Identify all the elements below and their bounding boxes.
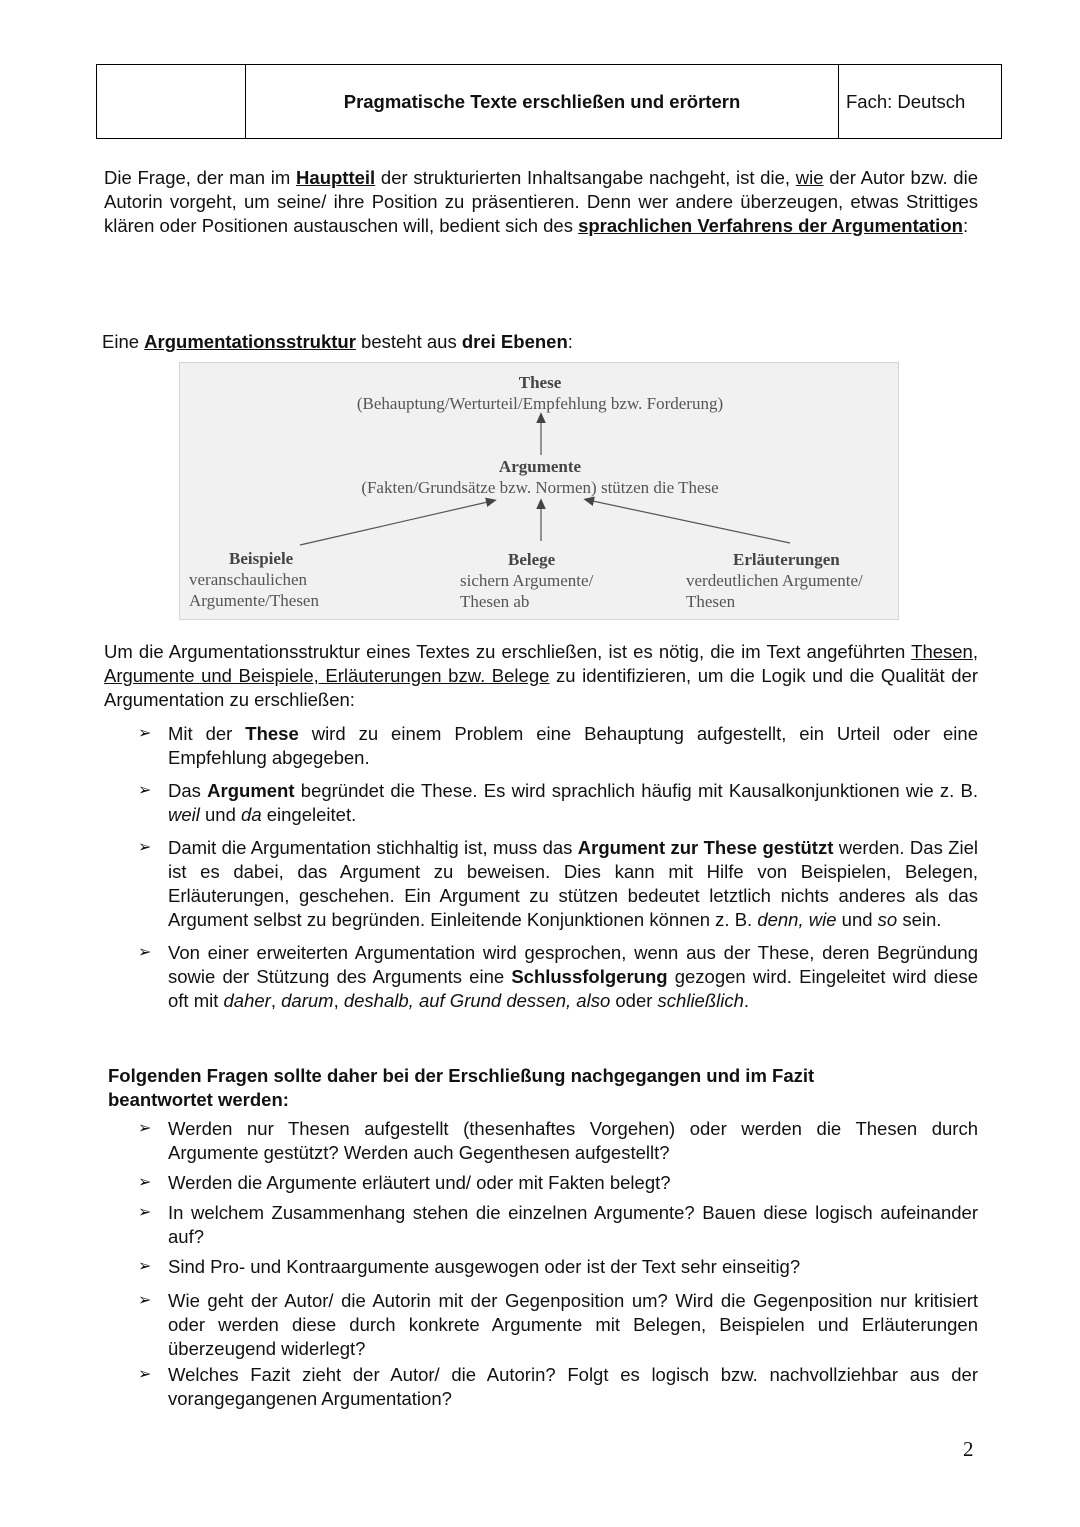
question-item xyxy=(104,1289,978,1361)
argumente-title: Argumente xyxy=(498,457,582,476)
definition-list xyxy=(104,722,978,1013)
belege-line1: sichern Argumente/ xyxy=(460,571,594,590)
bullet-text: werden. Das Ziel ist es dabei, das Argument zu beweisen. Dies kann mit Hilfe von Beispielen, Belegen, Erläuterungen, geschehen. Ein Argument zu stützen bedeutet letztlich nichts anderes als das Argument selbst zu begründen. Einleitende Konjunktionen können z. B. xyxy=(168,837,978,930)
list-item xyxy=(104,722,978,770)
bullet-text: und xyxy=(836,909,878,930)
questions-heading xyxy=(108,1064,908,1112)
bullet-text: wird zu einem Problem eine Behauptung aufgestellt, ein Urteil oder eine Empfehlung abgegeben. xyxy=(168,723,978,768)
beispiele-line1: veranschaulichen xyxy=(189,570,307,589)
bullet-text: oder xyxy=(610,990,658,1011)
bullet-text: sein. xyxy=(897,909,942,930)
intro-text: der Autor bzw. die Autorin vorgeht, um seine/ ihre Position zu präsentieren. Denn wer andere überzeugen, etwas Strittiges klären oder Positionen austauschen will, bedient sich des xyxy=(104,167,978,236)
list-item xyxy=(104,836,978,932)
question-item xyxy=(104,1117,978,1165)
list-item xyxy=(104,779,978,827)
page-number: 2 xyxy=(963,1437,974,1461)
bullet-arrow-icon: ➢ xyxy=(138,782,152,799)
bullet-text: , xyxy=(270,990,282,1011)
question-text: Werden die Argumente erläutert und/ oder mit Fakten belegt? xyxy=(168,1172,671,1193)
intro-text: : xyxy=(962,215,969,236)
intro-text: der strukturierten Inhaltsangabe nachgeht, ist die, xyxy=(375,167,796,188)
bullet-italic: darum xyxy=(281,990,334,1011)
bullet-arrow-icon: ➢ xyxy=(138,944,152,961)
bullet-arrow-icon: ➢ xyxy=(138,1120,152,1137)
bullet-text: eingeleitet. xyxy=(261,804,357,825)
question-text: In welchem Zusammenhang stehen die einzelnen Argumente? Bauen diese logisch aufeinander auf? xyxy=(168,1202,978,1247)
erlaeuterungen-line2: Thesen xyxy=(686,592,736,611)
bullet-text: . xyxy=(743,990,750,1011)
question-item xyxy=(104,1171,978,1195)
bullet-bold: Schlussfolgerung xyxy=(511,966,668,987)
analysis-thesen: Thesen xyxy=(911,641,973,662)
belege-line2: Thesen ab xyxy=(460,592,530,611)
question-text: Wie geht der Autor/ die Autorin mit der Gegenposition um? Wird die Gegenposition nur kritisiert oder werden diese durch konkrete Argumente mit Belegen, Beispielen und Erläuterungen überzeugend widerlegt? xyxy=(168,1290,978,1359)
bullet-italic: da xyxy=(241,804,262,825)
bullet-arrow-icon: ➢ xyxy=(138,1366,152,1383)
bullet-arrow-icon: ➢ xyxy=(138,839,152,856)
beispiele-line2: Argumente/Thesen xyxy=(189,591,319,610)
bullet-text: und xyxy=(199,804,242,825)
intro-wie: wie xyxy=(795,167,824,188)
analysis-text: Um die Argumentationsstruktur eines Textes zu erschließen, ist es nötig, die im Text angeführten xyxy=(104,641,912,662)
argumente-block xyxy=(180,456,900,498)
bullet-italic: weil xyxy=(168,804,200,825)
question-text: Sind Pro- und Kontraargumente ausgewogen oder ist der Text sehr einseitig? xyxy=(168,1256,801,1277)
bullet-arrow-icon: ➢ xyxy=(138,1258,152,1275)
these-block xyxy=(180,372,900,414)
intro-text: Die Frage, der man im xyxy=(104,167,297,188)
bullet-italic: daher xyxy=(223,990,271,1011)
bullet-arrow-icon: ➢ xyxy=(138,1174,152,1191)
questions-list xyxy=(104,1117,978,1411)
beispiele-block xyxy=(189,548,319,611)
analysis-paragraph xyxy=(104,640,978,712)
question-text: Werden nur Thesen aufgestellt (thesenhaftes Vorgehen) oder werden die Thesen durch Argumente gestützt? Werden auch Gegenthesen aufgestellt? xyxy=(168,1118,978,1163)
arrow-beispiele-to-argumente xyxy=(300,501,492,545)
bullet-text: begründet die These. Es wird sprachlich häufig mit Kausalkonjunktionen wie z. B. xyxy=(294,780,978,801)
bullet-text: , xyxy=(333,990,344,1011)
bullet-text: Mit der xyxy=(168,723,246,744)
question-text: Welches Fazit zieht der Autor/ die Autorin? Folgt es logisch bzw. nachvollziehbar aus der vorangegangenen Argumentation? xyxy=(168,1364,978,1409)
bullet-italic: denn, wie xyxy=(757,909,837,930)
header-table xyxy=(96,64,1002,139)
question-item xyxy=(104,1201,978,1249)
questions-heading-text: Folgenden Fragen sollte daher bei der Erschließung nachgegangen und im Fazit beantwortet werden: xyxy=(108,1065,815,1110)
bullet-arrow-icon: ➢ xyxy=(138,725,152,742)
bullet-italic: schließlich xyxy=(657,990,744,1011)
bullet-bold: Argument xyxy=(207,780,295,801)
bullet-text: Damit die Argumentation stichhaltig ist, muss das xyxy=(168,837,578,858)
analysis-argumente: Argumente und Beispiele, Erläuterungen bzw. Belege xyxy=(104,665,550,686)
list-item xyxy=(104,941,978,1013)
bullet-arrow-icon: ➢ xyxy=(138,1204,152,1221)
structure-line xyxy=(102,330,976,354)
structure-levels: drei Ebenen xyxy=(461,331,568,352)
structure-text: Eine xyxy=(102,331,145,352)
erlaeuterungen-line1: verdeutlichen Argumente/ xyxy=(686,571,863,590)
structure-text: besteht aus xyxy=(355,331,462,352)
intro-verfahren: sprachlichen Verfahrens der Argumentation xyxy=(578,215,963,236)
header-title: Pragmatische Texte erschließen und erörtern xyxy=(246,65,839,138)
structure-term: Argumentationsstruktur xyxy=(144,331,356,352)
analysis-text: , xyxy=(972,641,978,662)
erlaeuterungen-title: Erläuterungen xyxy=(733,550,840,569)
belege-block xyxy=(460,549,593,612)
intro-paragraph xyxy=(104,166,978,238)
intro-hauptteil: Hauptteil xyxy=(296,167,376,188)
bullet-text: Das xyxy=(168,780,208,801)
these-title: These xyxy=(518,373,562,392)
bullet-arrow-icon: ➢ xyxy=(138,1292,152,1309)
structure-text: : xyxy=(567,331,573,352)
argumentation-diagram xyxy=(179,362,899,620)
bullet-text: gezogen wird. Eingeleitet wird diese oft mit xyxy=(168,966,978,1011)
beispiele-title: Beispiele xyxy=(229,549,294,568)
question-item xyxy=(104,1255,978,1279)
bullet-bold: Argument zur These gestützt xyxy=(577,837,834,858)
argumente-desc: (Fakten/Grundsätze bzw. Normen) stützen die These xyxy=(361,478,719,497)
question-item xyxy=(104,1363,978,1411)
header-subject: Fach: Deutsch xyxy=(846,90,966,112)
analysis-text: zu identifizieren, um die Logik und die Qualität der Argumentation zu erschließen: xyxy=(104,665,979,710)
erlaeuterungen-block xyxy=(686,549,863,612)
belege-title: Belege xyxy=(508,550,556,569)
header-empty-cell xyxy=(97,65,246,138)
these-desc: (Behauptung/Werturteil/Empfehlung bzw. Forderung) xyxy=(356,394,724,413)
bullet-italic: so xyxy=(877,909,898,930)
arrow-erlaeuterungen-to-argumente xyxy=(588,500,790,543)
bullet-italic: deshalb, auf Grund dessen, also xyxy=(343,990,611,1011)
bullet-text: Von einer erweiterten Argumentation wird gesprochen, wenn aus der These, deren Begründung sowie der Stützung des Arguments eine xyxy=(168,942,978,987)
bullet-bold: These xyxy=(245,723,299,744)
